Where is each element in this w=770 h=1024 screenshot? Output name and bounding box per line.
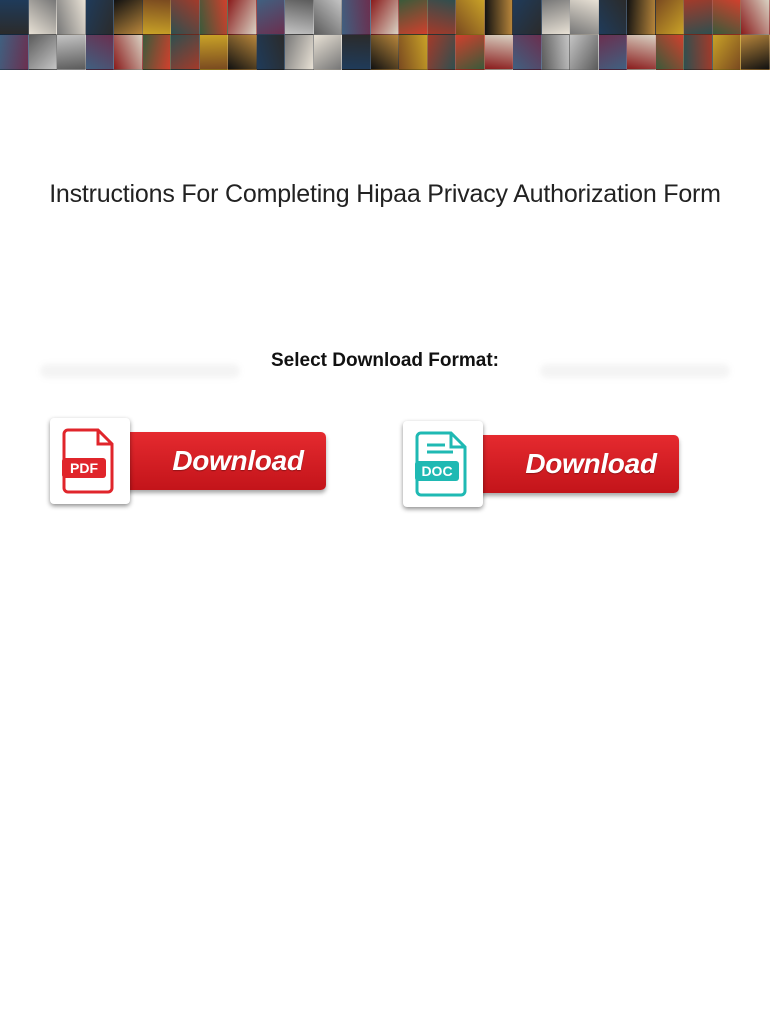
album-cover-tile <box>741 0 770 35</box>
album-cover-tile <box>741 35 770 70</box>
album-cover-tile <box>684 35 713 70</box>
album-cover-tile <box>599 35 628 70</box>
album-cover-tile <box>684 0 713 35</box>
doc-format-text: DOC <box>421 463 453 479</box>
album-cover-tile <box>114 35 143 70</box>
doc-file-icon <box>415 431 471 497</box>
album-cover-tile <box>285 35 314 70</box>
album-cover-tile <box>371 0 400 35</box>
album-cover-tile <box>485 0 514 35</box>
banner-collage <box>0 0 770 70</box>
album-cover-tile <box>171 0 200 35</box>
album-cover-tile <box>0 35 29 70</box>
album-cover-tile <box>656 35 685 70</box>
album-cover-tile <box>513 35 542 70</box>
album-cover-tile <box>143 0 172 35</box>
album-cover-tile <box>57 0 86 35</box>
pdf-download-button[interactable] <box>50 418 330 510</box>
doc-icon-card <box>403 421 483 507</box>
album-cover-tile <box>399 35 428 70</box>
album-cover-tile <box>342 35 371 70</box>
album-cover-tile <box>542 0 571 35</box>
album-cover-tile <box>228 0 257 35</box>
album-cover-tile <box>342 0 371 35</box>
album-cover-tile <box>114 0 143 35</box>
download-label: Download <box>172 445 304 476</box>
album-cover-tile <box>143 35 172 70</box>
album-cover-tile <box>428 35 457 70</box>
album-cover-tile <box>513 0 542 35</box>
album-cover-tile <box>456 35 485 70</box>
album-cover-tile <box>57 35 86 70</box>
album-cover-tile <box>627 0 656 35</box>
album-cover-tile <box>570 0 599 35</box>
album-cover-tile <box>200 35 229 70</box>
album-cover-tile <box>428 0 457 35</box>
album-cover-tile <box>656 0 685 35</box>
page-title: Instructions For Completing Hipaa Privacy Authorization Form <box>49 180 721 208</box>
pdf-format-text: PDF <box>70 460 98 476</box>
album-cover-tile <box>257 0 286 35</box>
doc-download-button[interactable] <box>403 421 683 513</box>
album-cover-tile <box>371 35 400 70</box>
album-cover-tile <box>314 35 343 70</box>
album-cover-tile <box>485 35 514 70</box>
album-cover-tile <box>86 0 115 35</box>
album-cover-tile <box>29 35 58 70</box>
album-cover-tile <box>86 35 115 70</box>
pdf-file-icon <box>62 428 118 494</box>
download-label: Download <box>525 448 657 479</box>
album-cover-tile <box>0 0 29 35</box>
album-cover-tile <box>713 0 742 35</box>
download-button-body[interactable] <box>473 435 679 493</box>
album-cover-tile <box>257 35 286 70</box>
album-cover-tile <box>570 35 599 70</box>
download-button-body[interactable] <box>120 432 326 490</box>
album-cover-tile <box>200 0 229 35</box>
album-cover-tile <box>456 0 485 35</box>
album-cover-tile <box>314 0 343 35</box>
album-cover-tile <box>171 35 200 70</box>
album-cover-tile <box>627 35 656 70</box>
album-cover-tile <box>399 0 428 35</box>
album-cover-tile <box>228 35 257 70</box>
select-format-label: Select Download Format: <box>270 350 500 371</box>
album-cover-tile <box>599 0 628 35</box>
album-cover-tile <box>285 0 314 35</box>
album-cover-tile <box>713 35 742 70</box>
album-cover-tile <box>542 35 571 70</box>
pdf-icon-card <box>50 418 130 504</box>
album-cover-tile <box>29 0 58 35</box>
